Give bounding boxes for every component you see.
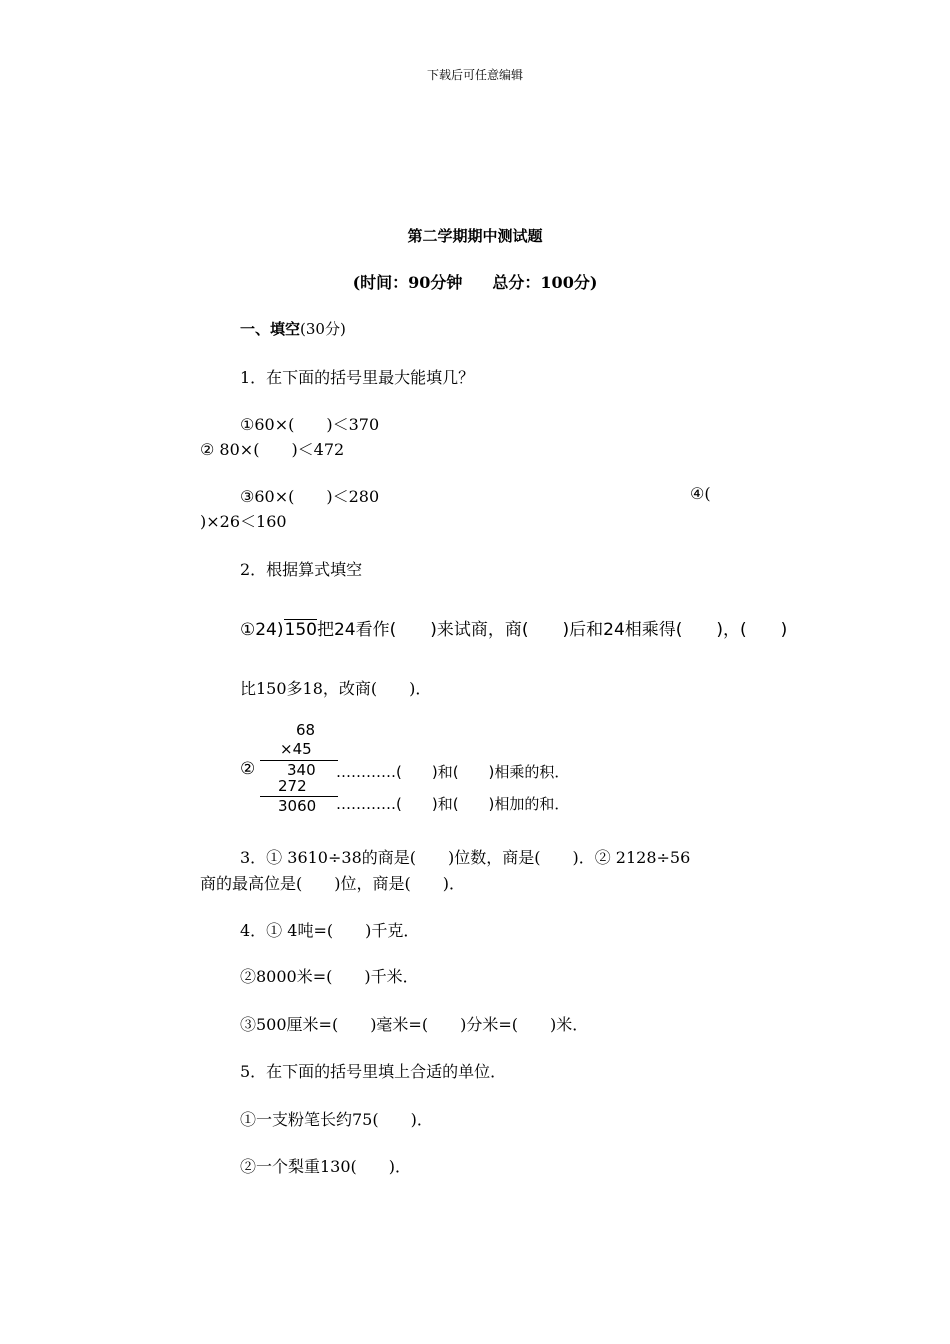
time-limit: (时间：90分钟 — [352, 273, 463, 292]
q4-line-2: ②8000米=( )千米． — [240, 967, 419, 986]
q5-item-1: ①一支粉笔长约75( )． — [240, 1110, 433, 1129]
q2-divisor: ①24 — [240, 620, 277, 640]
q1-item-4-start: ④( — [690, 484, 711, 503]
calc-label: ② — [240, 759, 256, 779]
q3-line-1: 3．① 3610÷38的商是( )位数，商是( )．② 2128÷56 — [240, 848, 691, 867]
q4-line-1: 4．① 4吨=( )千克． — [240, 921, 420, 940]
total-score: 总分：100分) — [492, 273, 598, 292]
section-title: 一、填空 — [240, 320, 301, 338]
q2-dividend: 150 — [284, 620, 317, 640]
q4-line-3: ③500厘米=( )毫米=( )分米=( )米． — [240, 1015, 589, 1034]
q3-line-2: 商的最高位是( )位，商是( )． — [200, 874, 465, 893]
q2-line-2: 比150多18，改商( )． — [240, 679, 432, 698]
q2-division-line — [240, 615, 787, 640]
page-subtitle — [0, 270, 950, 293]
calc-partial-1: 340 — [287, 761, 316, 779]
calc-line-b: …………( )和( )相加的和． — [336, 795, 570, 813]
q2-prompt: 2．根据算式填空 — [240, 560, 363, 579]
header-note: 下载后可任意编辑 — [426, 68, 523, 82]
q1-prompt: 1．在下面的括号里最大能填几？ — [240, 368, 475, 387]
calc-multiplier: ×45 — [280, 740, 312, 758]
q2-division-text: 把24看作( )来试商，商( )后和24相乘得( )，( ) — [316, 620, 788, 640]
division-bracket-icon: ) — [276, 620, 284, 640]
q1-item-3: ③60×( )＜280 — [240, 487, 380, 506]
calc-line-a: …………( )和( )相乘的积． — [336, 763, 570, 781]
q1-item-1: ①60×( )＜370 — [240, 415, 380, 434]
calc-result: 3060 — [278, 797, 317, 815]
calc-multiplicand: 68 — [296, 721, 316, 739]
calc-partial-2: 272 — [278, 777, 307, 795]
q5-prompt: 5．在下面的括号里填上合适的单位． — [240, 1062, 507, 1081]
q1-item-4-end: )×26＜160 — [200, 512, 287, 531]
page-title: 第二学期期中测试题 — [407, 227, 543, 245]
q1-item-2: ② 80×( )＜472 — [200, 440, 345, 459]
q5-item-2: ②一个梨重130( )． — [240, 1157, 412, 1176]
section-heading — [240, 318, 346, 339]
section-score: (30分) — [300, 320, 346, 338]
